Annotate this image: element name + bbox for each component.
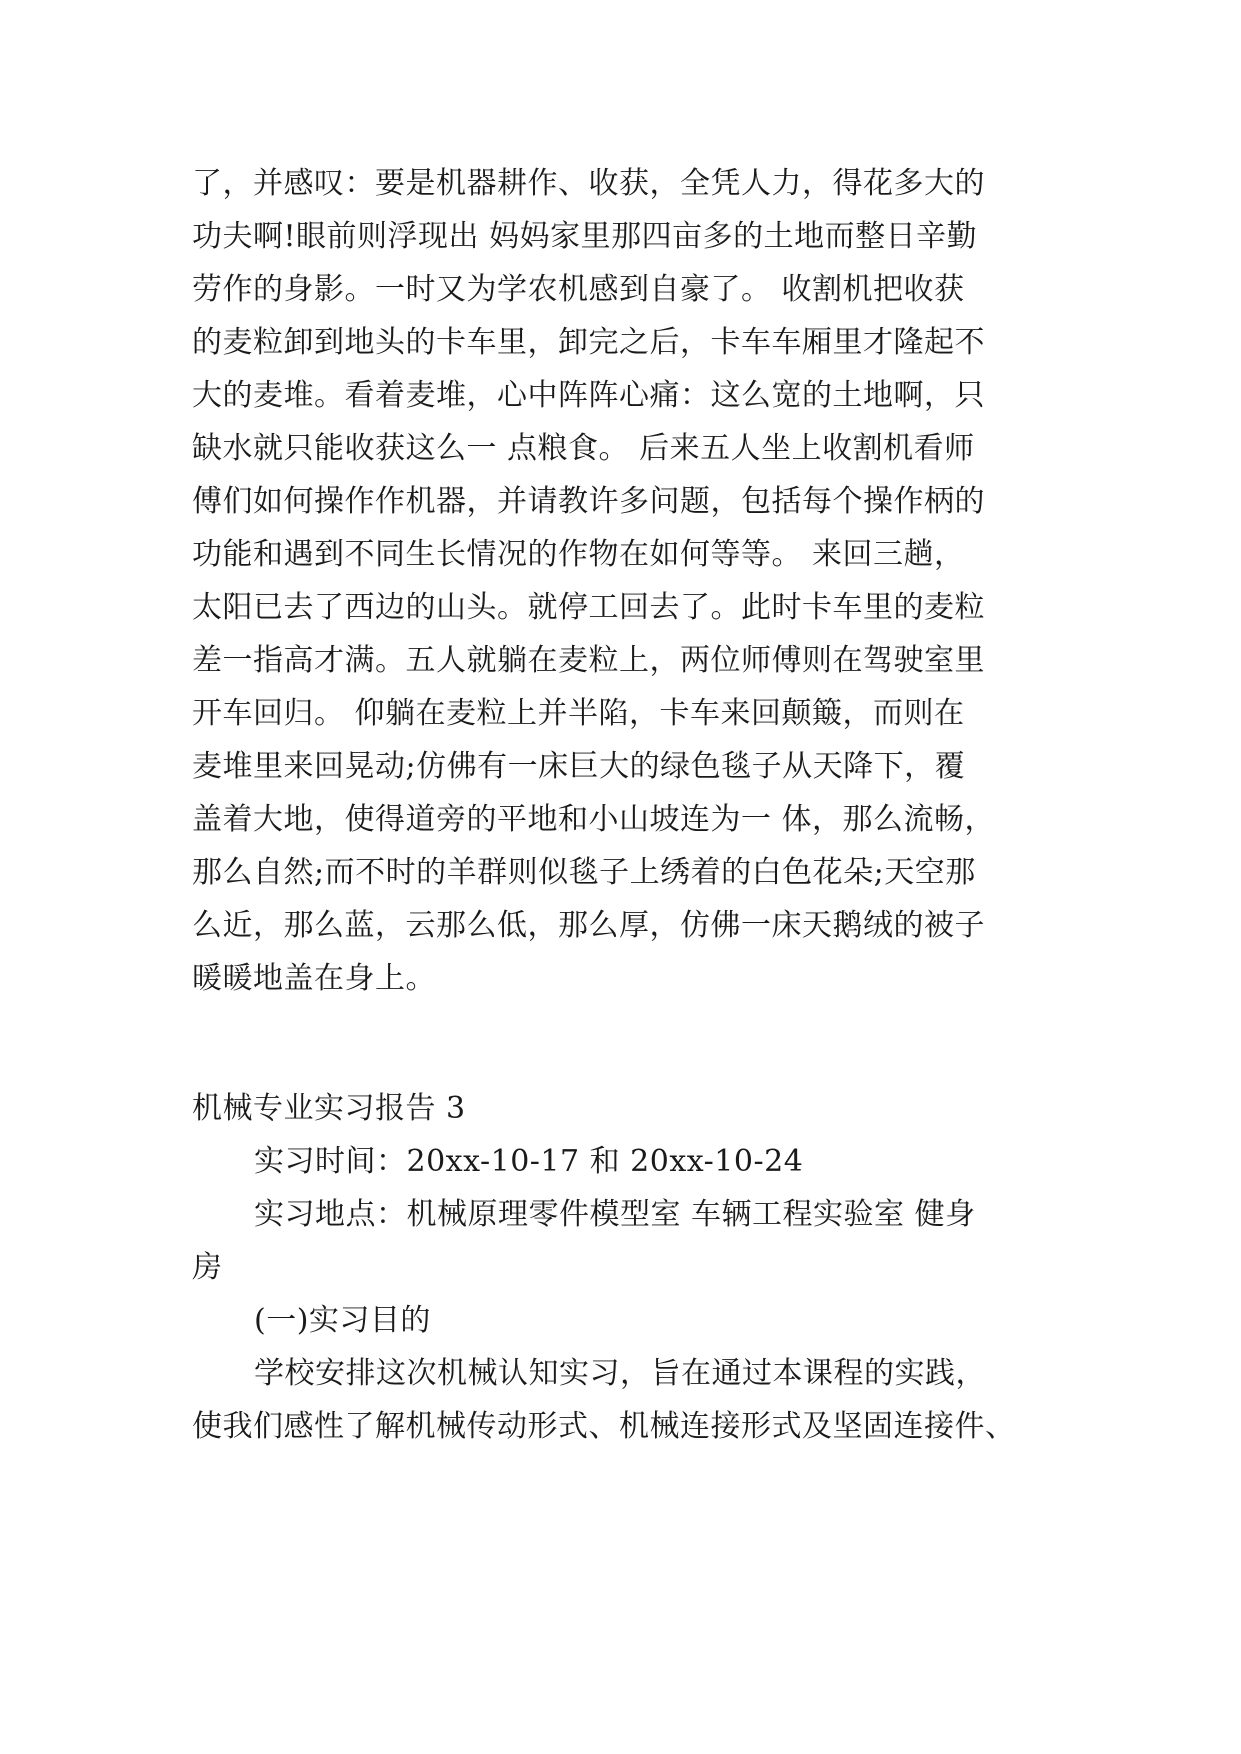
paragraph-line: 差一指高才满。五人就躺在麦粒上，两位师傅则在驾驶室里 (192, 643, 985, 678)
paragraph-line: 么近，那么蓝，云那么低，那么厚，仿佛一床天鹅绒的被子 (192, 908, 985, 943)
paragraph-line: 开车回归。 仰躺在麦粒上并半陷，卡车来回颠簸，而则在 (192, 696, 965, 731)
purpose-paragraph-line: 学校安排这次机械认知实习，旨在通过本课程的实践， (254, 1356, 986, 1391)
paragraph-line: 劳作的身影。一时又为学农机感到自豪了。 收割机把收获 (192, 272, 965, 307)
paragraph-line: 麦堆里来回晃动;仿佛有一床巨大的绿色毯子从天降下，覆 (192, 749, 966, 784)
paragraph-line: 大的麦堆。看着麦堆，心中阵阵心痛：这么宽的土地啊，只 (192, 378, 985, 413)
practice-location: 实习地点：机械原理零件模型室 车辆工程实验室 健身 (254, 1197, 976, 1232)
practice-time: 实习时间：20xx-10-17 和 20xx-10-24 (254, 1144, 804, 1179)
subheading-purpose: (一)实习目的 (254, 1303, 431, 1338)
paragraph-line: 傅们如何操作作机器，并请教许多问题，包括每个操作柄的 (192, 484, 985, 519)
practice-location-continued: 房 (192, 1250, 223, 1285)
paragraph-line: 了，并感叹：要是机器耕作、收获，全凭人力，得花多大的 (192, 166, 985, 201)
paragraph-line: 功能和遇到不同生长情况的作物在如何等等。 来回三趟， (192, 537, 965, 572)
paragraph-line: 盖着大地，使得道旁的平地和小山坡连为一 体，那么流畅， (192, 802, 996, 837)
paragraph-line: 那么自然;而不时的羊群则似毯子上绣着的白色花朵;天空那 (192, 855, 976, 890)
paragraph-line: 缺水就只能收获这么一 点粮食。 后来五人坐上收割机看师 (192, 431, 975, 466)
paragraph-line: 功夫啊!眼前则浮现出 妈妈家里那四亩多的土地而整日辛勤 (192, 219, 978, 254)
paragraph-line: 太阳已去了西边的山头。就停工回去了。此时卡车里的麦粒 (192, 590, 985, 625)
paragraph-line: 的麦粒卸到地头的卡车里，卸完之后，卡车车厢里才隆起不 (192, 325, 985, 360)
section-title: 机械专业实习报告 3 (192, 1091, 466, 1126)
paragraph-line: 暖暖地盖在身上。 (192, 961, 436, 996)
purpose-paragraph-line: 使我们感性了解机械传动形式、机械连接形式及坚固连接件、 (192, 1409, 1016, 1444)
